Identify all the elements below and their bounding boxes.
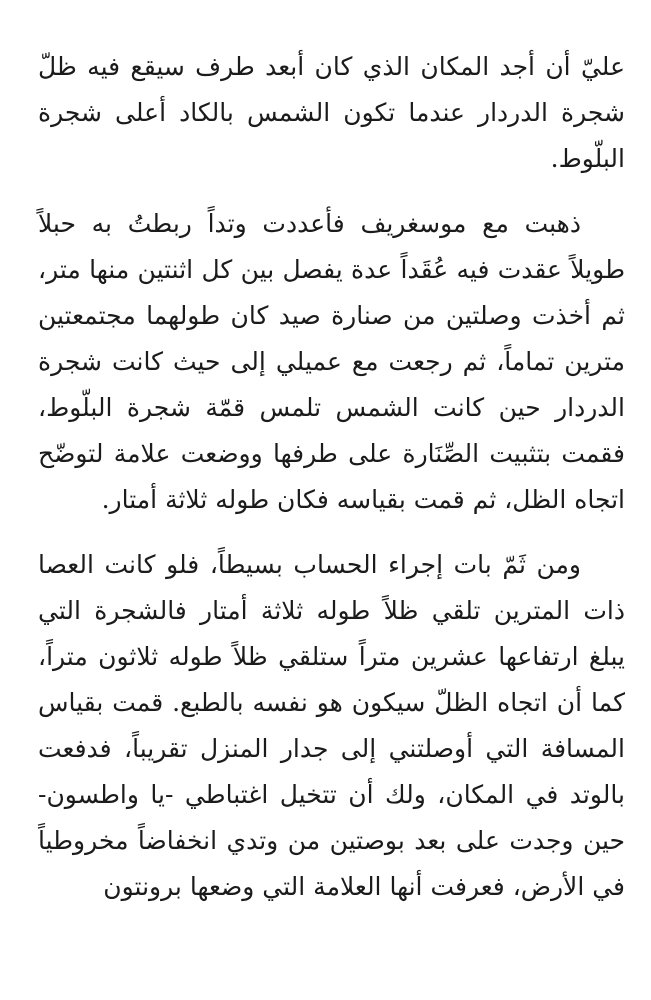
paragraph-3: ومن ثَمّ بات إجراء الحساب بسيطاً، فلو كانت العصا ذات المترين تلقي ظلاً طوله ثلاثة أمتار فالشجرة التي يبلغ ارتفاعها عشرين متراً ستلقي ظلاً طوله ثلاثون متراً، كما أن اتجاه الظلّ سيكون هو نفسه بالطبع. قمت بقياس المسافة التي أوصلتني إلى جدار المنزل تقريباً، فدفعت بالوتد في المكان، ولك أن تتخيل اغتباطي -يا واطسون- حين وجدت على بعد بوصتين من وتدي انخفاضاً مخروطياً في الأرض، فعرفت أنها العلامة التي وضعها برونتون: [38, 550, 625, 901]
paragraph-1: عليّ أن أجد المكان الذي كان أبعد طرف سيقع فيه ظلّ شجرة الدردار عندما تكون الشمس بالكاد أعلى شجرة البلّوط.: [38, 52, 625, 173]
paragraph-2: ذهبت مع موسغريف فأعددت وتداً ربطتُ به حبلاً طويلاً عقدت فيه عُقَداً عدة يفصل بين كل اثنتين منها متر، ثم أخذت وصلتين من صنارة صيد كان طولهما مجتمعتين مترين تماماً، ثم رجعت مع عميلي إلى حيث كانت شجرة الدردار حين كانت الشمس تلمس قمّة شجرة البلّوط، فقمت بتثبيت الصِّنَارة على طرفها ووضعت علامة لتوضّح اتجاه الظل، ثم قمت بقياسه فكان طوله ثلاثة أمتار.: [38, 209, 625, 514]
